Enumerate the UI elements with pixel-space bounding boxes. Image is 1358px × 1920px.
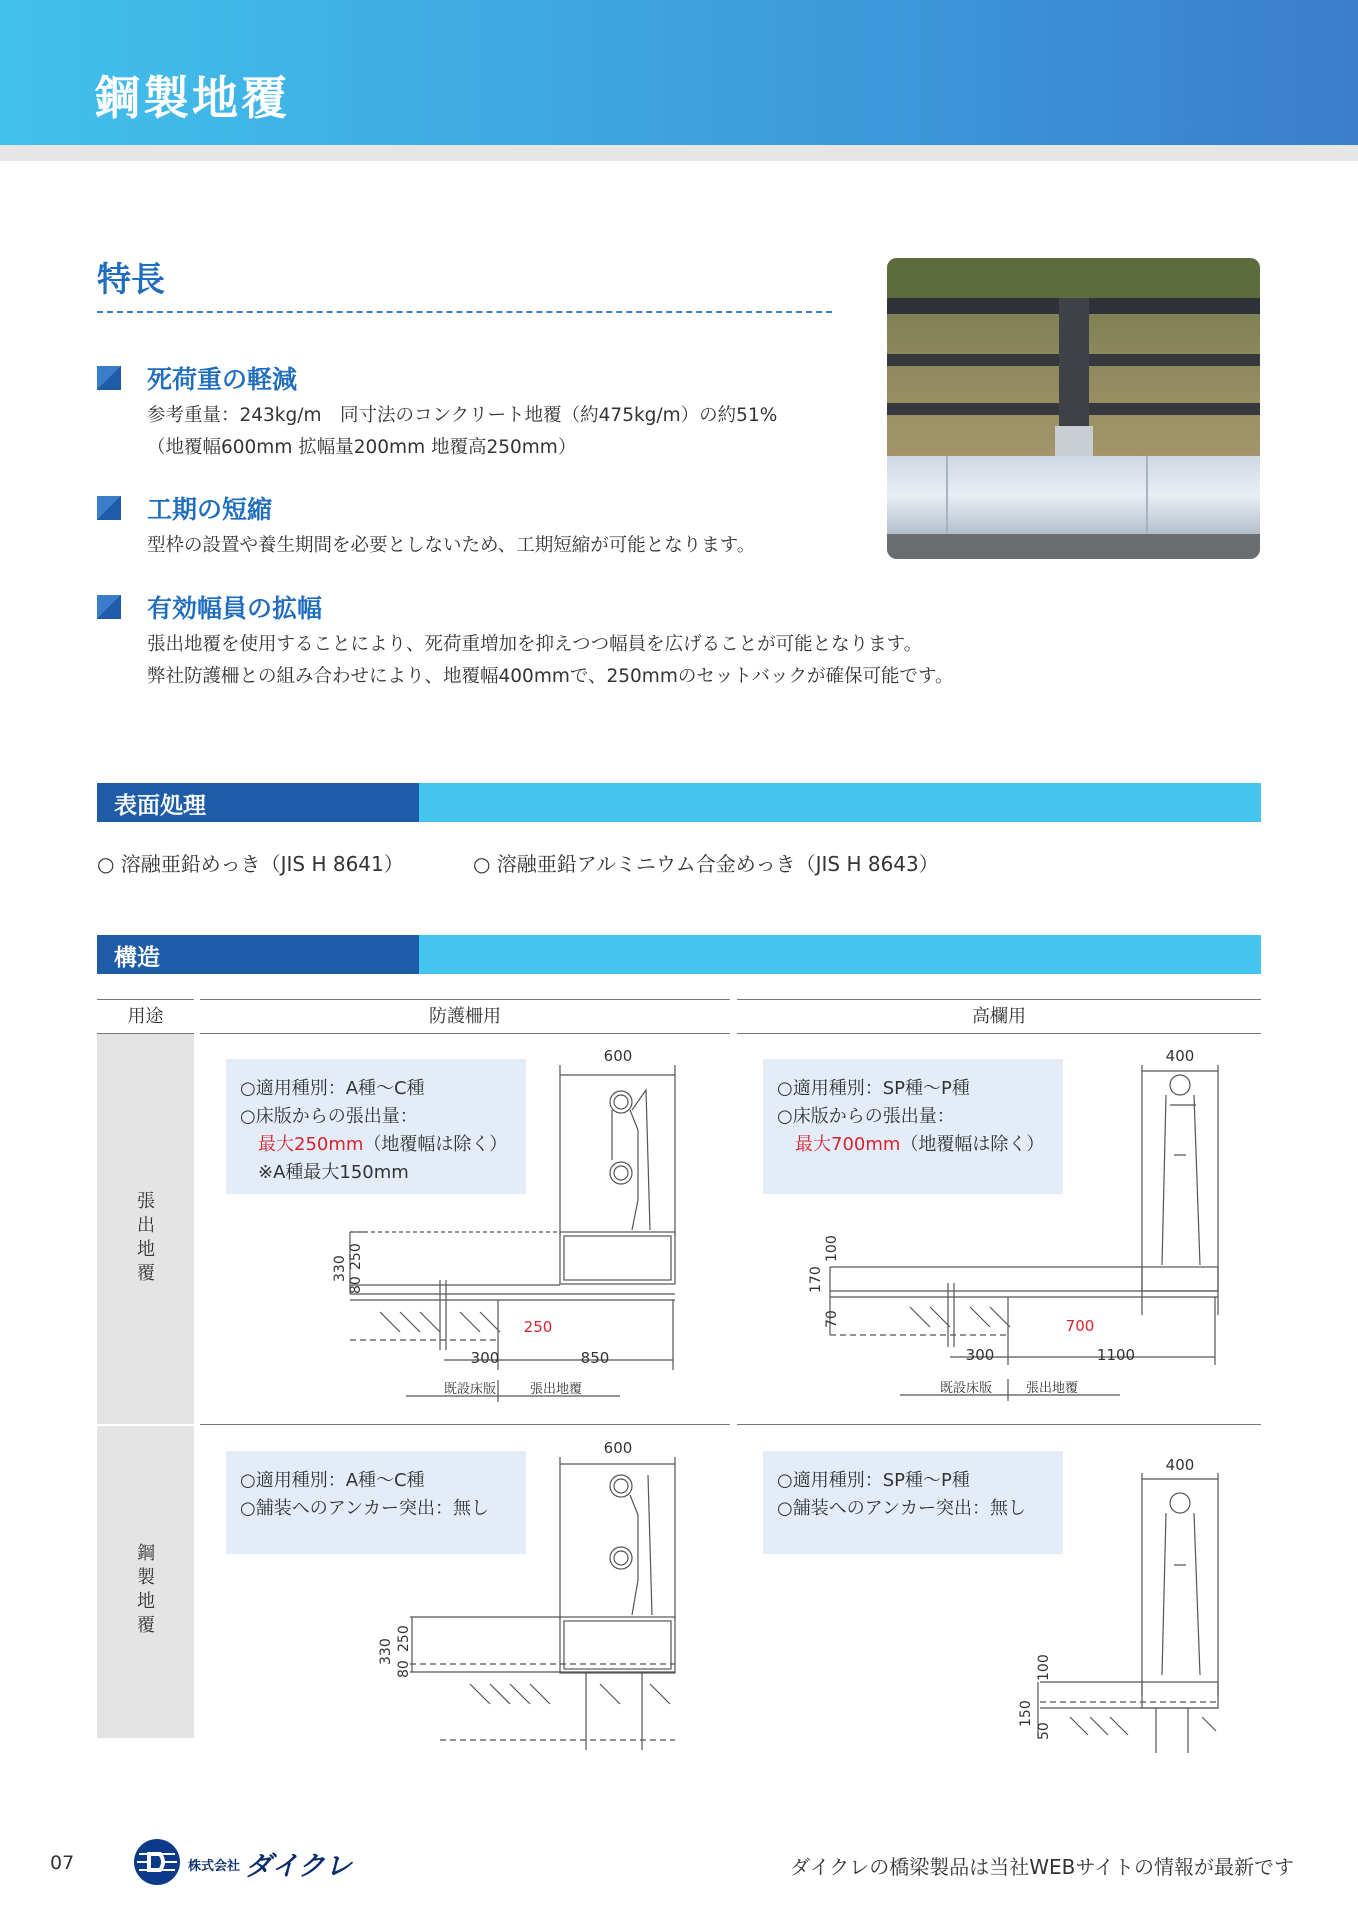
column-header-guard: 防護柵用 bbox=[429, 1006, 501, 1027]
footer-note: ダイクレの橋梁製品は当社WEBサイトの情報が最新です bbox=[790, 1855, 1294, 1879]
dim-label: 50 bbox=[1036, 1722, 1052, 1740]
dim-label: 170 bbox=[808, 1266, 824, 1293]
table-rule bbox=[200, 999, 730, 1000]
dim-label: 300 bbox=[965, 1346, 995, 1364]
table-rule bbox=[200, 1424, 730, 1425]
dim-label: 既設床版 bbox=[443, 1382, 497, 1397]
table-rule bbox=[737, 1424, 1261, 1425]
dim-label: 600 bbox=[603, 1050, 633, 1065]
surface-heading: 表面処理 bbox=[97, 783, 419, 822]
dim-label: 70 bbox=[824, 1310, 840, 1328]
feature-title: 死荷重の軽減 bbox=[147, 365, 298, 394]
dim-label: 80 bbox=[396, 1660, 412, 1678]
page-number: 07 bbox=[50, 1852, 75, 1874]
table-rule bbox=[97, 999, 194, 1000]
column-header-use: 用途 bbox=[127, 1006, 164, 1027]
structure-section-bar bbox=[97, 935, 1261, 974]
drawing-guard-steel bbox=[370, 1440, 690, 1760]
divider bbox=[97, 311, 832, 313]
dim-label: 300 bbox=[470, 1349, 500, 1367]
table-rule bbox=[737, 1033, 1261, 1034]
product-photo bbox=[887, 258, 1260, 559]
feature-title: 有効幅員の拡幅 bbox=[147, 594, 323, 623]
dim-label: 1100 bbox=[1096, 1346, 1136, 1364]
company-name: ダイクレ bbox=[245, 1851, 352, 1882]
spec-box-guard-steel: ○適用種別：A種～C種 ○舗装へのアンカー突出：無し bbox=[226, 1451, 526, 1554]
column-header-high: 高欄用 bbox=[972, 1006, 1026, 1027]
page-title: 鋼製地覆 bbox=[94, 71, 290, 125]
dim-label: 600 bbox=[603, 1440, 633, 1457]
feature-desc: 張出地覆を使用することにより、死荷重増加を抑えつつ幅員を広げることが可能となります。 bbox=[147, 634, 923, 655]
dim-label: 330 bbox=[332, 1255, 348, 1282]
dim-label: 250 bbox=[396, 1625, 412, 1652]
dim-label: 330 bbox=[378, 1638, 394, 1665]
square-bullet-icon bbox=[97, 496, 121, 520]
row-label-steel: 鋼 製 地 覆 bbox=[137, 1543, 155, 1636]
feature-desc: 弊社防護柵との組み合わせにより、地覆幅400mmで、250mmのセットバックが確保可能です。 bbox=[147, 666, 954, 687]
dim-label: 張出地覆 bbox=[1025, 1381, 1079, 1396]
surface-option: ○ 溶融亜鉛めっき（JIS H 8641） bbox=[97, 852, 404, 876]
features-heading: 特長 bbox=[97, 260, 165, 300]
square-bullet-icon bbox=[97, 366, 121, 390]
feature-desc: 型枠の設置や養生期間を必要としないため、工期短縮が可能となります。 bbox=[147, 535, 756, 556]
dim-label: 250 bbox=[523, 1318, 553, 1336]
surface-section-bar bbox=[97, 783, 1261, 822]
table-rule bbox=[200, 1033, 730, 1034]
structure-heading: 構造 bbox=[97, 935, 419, 974]
dim-label: 400 bbox=[1165, 1456, 1195, 1474]
surface-option: ○ 溶融亜鉛アルミニウム合金めっき（JIS H 8643） bbox=[473, 852, 939, 876]
dim-label: 850 bbox=[580, 1349, 610, 1367]
company-logo-icon bbox=[133, 1838, 181, 1886]
square-bullet-icon bbox=[97, 595, 121, 619]
dim-label: 80 bbox=[348, 1276, 364, 1294]
feature-desc: 参考重量：243kg/m 同寸法のコンクリート地覆（約475kg/m）の約51% bbox=[147, 405, 778, 426]
feature-title: 工期の短縮 bbox=[147, 495, 273, 524]
spec-box-high-steel: ○適用種別：SP種～P種 ○舗装へのアンカー突出：無し bbox=[763, 1451, 1063, 1554]
table-rule bbox=[737, 999, 1261, 1000]
dim-label: 張出地覆 bbox=[529, 1382, 583, 1397]
dim-label: 100 bbox=[1036, 1654, 1052, 1681]
drawing-guard-extended bbox=[320, 1050, 690, 1410]
drawing-high-extended bbox=[790, 1045, 1230, 1410]
feature-desc: （地覆幅600mm 拡幅量200mm 地覆高250mm） bbox=[147, 437, 577, 458]
dim-label: 100 bbox=[824, 1235, 840, 1262]
dim-label: 250 bbox=[348, 1243, 364, 1270]
dim-label: 700 bbox=[1065, 1317, 1095, 1335]
dim-label: 400 bbox=[1165, 1047, 1195, 1065]
drawing-high-steel bbox=[990, 1455, 1230, 1760]
dim-label: 既設床版 bbox=[939, 1381, 993, 1396]
dim-label: 150 bbox=[1018, 1700, 1034, 1727]
spec-box-guard-extended: ○適用種別：A種～C種 ○床版からの張出量： 最大250mm（地覆幅は除く） ※A種最大150mm bbox=[226, 1059, 526, 1194]
company-prefix: 株式会社 bbox=[188, 1859, 241, 1874]
header-strip bbox=[0, 145, 1358, 161]
row-label-extended: 張 出 地 覆 bbox=[137, 1191, 155, 1284]
spec-box-high-extended: ○適用種別：SP種～P種 ○床版からの張出量： 最大700mm（地覆幅は除く） bbox=[763, 1059, 1063, 1194]
